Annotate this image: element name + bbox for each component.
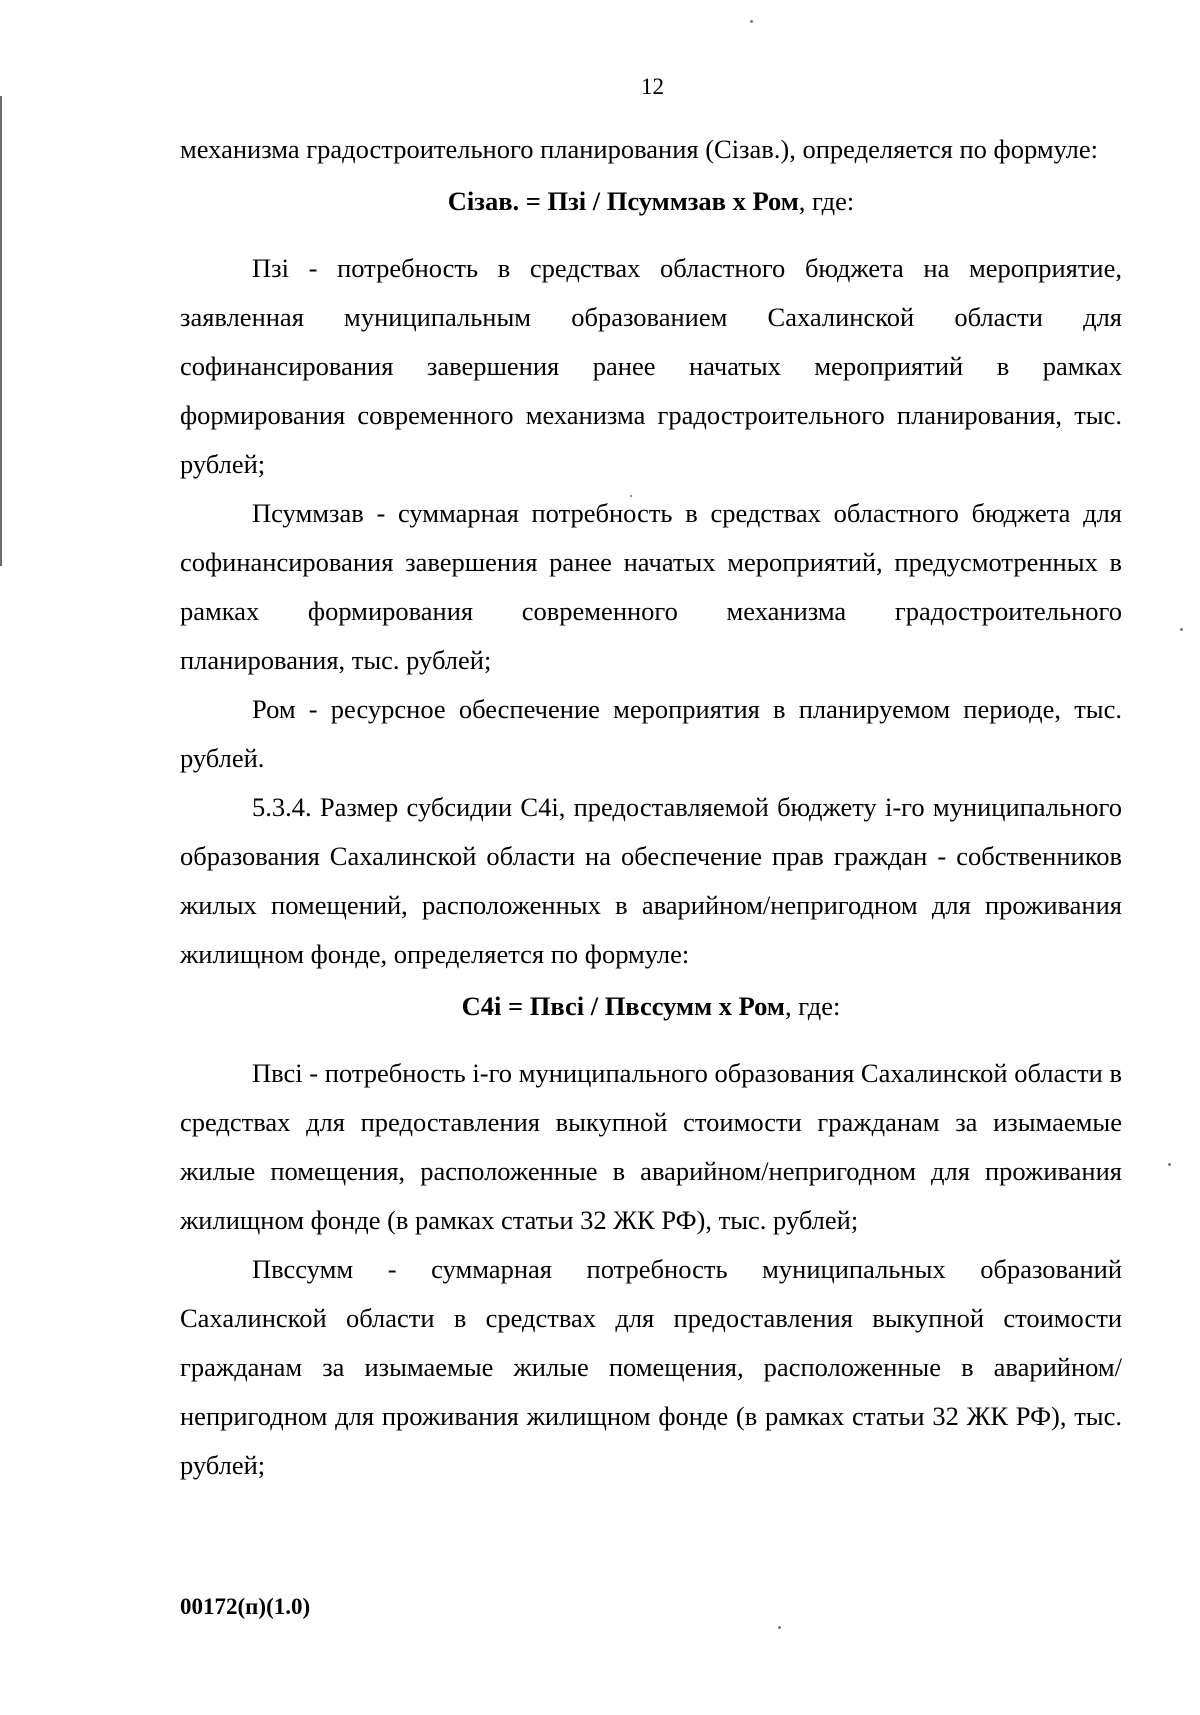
formula-c4-suffix: , где: [784,991,841,1021]
definition-pvsi: Пвсі - потребность і-го муниципального образования Сахалинской области в средствах для предоставления выкупной стоимости гражданам за изымаемые жилые помещения, расположенные в аварийном/непригодном для проживания жилищном фонде (в рамках статьи 32 ЖК РФ), тыс. рублей; [180,1058,1122,1235]
scan-speck [1180,628,1183,631]
scan-speck [1168,1163,1171,1166]
document-code: 00172(п)(1.0) [180,1594,311,1619]
definition-psummzav: Псуммзав - суммарная потребность в средствах областного бюджета для софинансирования завершения ранее начатых мероприятий, предусмотренных в рамках формирования современного механизма градостроительного планирования, тыс. рублей; [180,498,1122,675]
formula-c1-suffix: , где: [798,186,855,216]
formula-c4 [180,979,1122,1049]
definition-pzi: Пзі - потребность в средствах областного бюджета на мероприятие, заявленная муниципальным образованием Сахалинской области для софинансирования завершения ранее начатых мероприятий в рамках формирования современного механизма градостроительного планирования, тыс. рублей; [180,253,1122,479]
definition-pvssumm: Пвссумм - суммарная потребность муниципальных образований Сахалинской области в средствах для предоставления выкупной стоимости гражданам за изымаемые жилые помещения, расположенные в аварийном/непригодном для проживания жилищном фонде (в рамках статьи 32 ЖК РФ), тыс. рублей; [180,1254,1122,1480]
paragraph-continuation: механизма градостроительного планирования (Сізав.), определяется по формуле: [180,134,1099,164]
scan-speck [778,1626,781,1629]
formula-c1 [180,174,1122,244]
clause-5-3-4: 5.3.4. Размер субсидии С4і, предоставляемой бюджету і-го муниципального образования Сахалинской области на обеспечение прав граждан - собственников жилых помещений, расположенных в аварийном/непригодном для проживания жилищном фонде, определяется по формуле: [180,792,1122,969]
definition-rom: Ром - ресурсное обеспечение мероприятия в планируемом периоде, тыс. рублей. [180,694,1122,773]
scan-speck [630,495,632,497]
scan-edge-line [0,96,2,566]
formula-c4-expression: С4і = Пвсі / Пвссумм х Ром [461,991,785,1021]
scan-speck [750,20,753,23]
formula-c1-expression: Сізав. = Пзі / Псуммзав х Ром [447,186,799,216]
page-number: 12 [641,74,664,99]
document-body [180,125,1122,1490]
